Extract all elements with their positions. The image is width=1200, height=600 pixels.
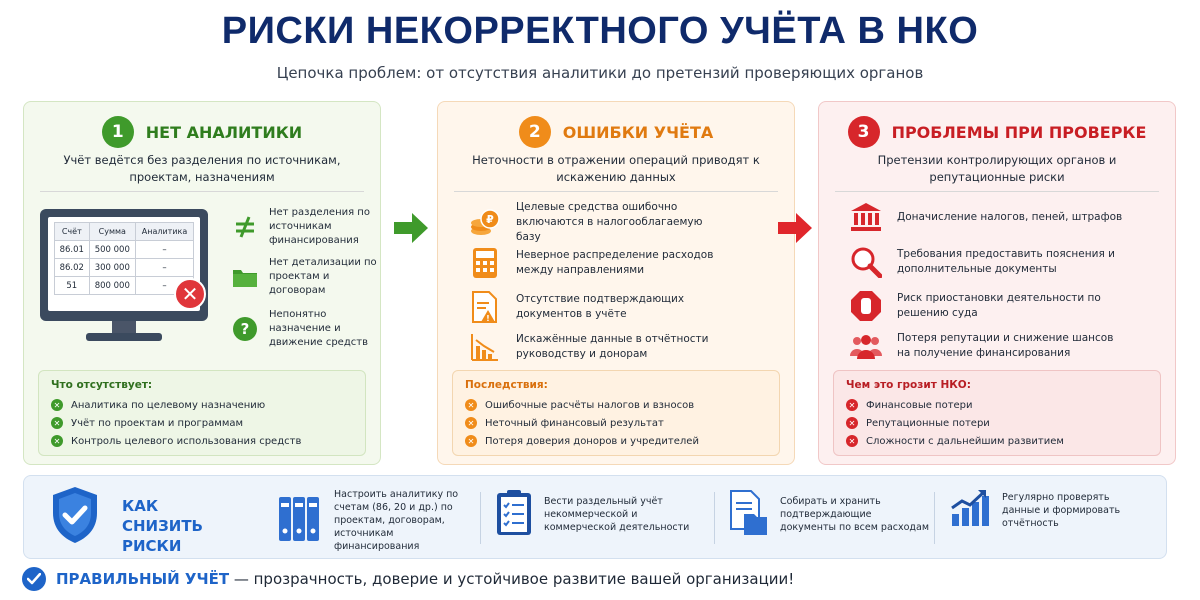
table-cell: – bbox=[136, 277, 194, 295]
not-equal-icon bbox=[231, 213, 259, 241]
x-icon: ✕ bbox=[51, 417, 63, 429]
table-header-cell: Счёт bbox=[55, 223, 90, 241]
svg-text:!: ! bbox=[486, 314, 490, 323]
monitor-base bbox=[86, 333, 162, 341]
page-subtitle: Цепочка проблем: от отсутствия аналитики до претензий проверяющих органов bbox=[276, 64, 924, 82]
step-number-badge: 1 bbox=[102, 116, 134, 148]
bank-icon bbox=[849, 200, 883, 234]
list-item bbox=[468, 246, 726, 280]
document-warning-icon bbox=[468, 290, 502, 324]
documents-icon bbox=[728, 488, 768, 540]
list-item-text: Аналитика по целевому назначению bbox=[71, 399, 266, 411]
box-title: Последствия: bbox=[465, 379, 548, 391]
people-icon bbox=[849, 329, 883, 363]
list-item bbox=[849, 200, 1127, 234]
binders-icon bbox=[278, 495, 322, 547]
x-icon: ✕ bbox=[846, 417, 858, 429]
list-item-text: Собирать и хранить подтверждающие документы по всем расходам bbox=[780, 495, 929, 533]
divider bbox=[480, 492, 481, 544]
arrow-right-icon bbox=[394, 213, 428, 247]
card-description: Неточности в отражении операций приводят к искажению данных bbox=[472, 153, 760, 184]
list-item bbox=[465, 399, 694, 411]
x-icon: ✕ bbox=[465, 399, 477, 411]
x-icon: ✕ bbox=[846, 399, 858, 411]
list-item-text: Потеря репутации и снижение шансов на получение финансирования bbox=[897, 332, 1114, 359]
x-icon: ✕ bbox=[465, 417, 477, 429]
table-cell: 51 bbox=[55, 277, 90, 295]
check-icon bbox=[22, 567, 46, 591]
list-item bbox=[468, 330, 726, 364]
table-cell: 86.01 bbox=[55, 241, 90, 259]
coins-icon bbox=[468, 206, 502, 240]
footer-text: — прозрачность, доверие и устойчивое развитие вашей организации! bbox=[229, 570, 795, 588]
table-cell: – bbox=[136, 259, 194, 277]
card-accounting-errors bbox=[437, 101, 795, 465]
list-item-text: Финансовые потери bbox=[866, 399, 973, 411]
list-item-text: Ошибочные расчёты налогов и взносов bbox=[485, 399, 695, 411]
table-cell: 86.02 bbox=[55, 259, 90, 277]
list-item bbox=[231, 256, 379, 298]
clipboard-icon bbox=[496, 488, 532, 540]
footer-highlight: ПРАВИЛЬНЫЙ УЧЁТ bbox=[56, 570, 230, 588]
x-icon: ✕ bbox=[51, 399, 63, 411]
list-item bbox=[231, 308, 379, 350]
question-icon bbox=[231, 315, 259, 343]
table-header-cell: Аналитика bbox=[136, 223, 194, 241]
table-cell: 500 000 bbox=[89, 241, 135, 259]
list-item-text: Искажённые данные в отчётности руководству и донорам bbox=[516, 333, 709, 360]
shield-check-icon bbox=[50, 485, 100, 549]
list-item-text: Сложности с дальнейшим развитием bbox=[866, 435, 1064, 447]
list-item-text: Потеря доверия доноров и учредителей bbox=[485, 435, 699, 447]
card-no-analytics bbox=[23, 101, 381, 465]
threats-box bbox=[833, 370, 1161, 456]
svg-text:?: ? bbox=[240, 320, 250, 338]
svg-text:₽: ₽ bbox=[486, 212, 494, 226]
card-title: ОШИБКИ УЧЁТА bbox=[562, 122, 714, 142]
table-cell: 800 000 bbox=[89, 277, 135, 295]
list-item bbox=[849, 289, 1127, 323]
divider bbox=[454, 191, 778, 192]
card-description: Учёт ведётся без разделения по источникам, проектам, назначениям bbox=[63, 153, 341, 184]
list-item bbox=[468, 200, 726, 245]
list-item-text: Требования предоставить пояснения и дополнительные документы bbox=[897, 248, 1115, 275]
list-item bbox=[846, 399, 973, 411]
list-item bbox=[846, 417, 990, 429]
page-title: РИСКИ НЕКОРРЕКТНОГО УЧЁТА В НКО bbox=[221, 10, 979, 52]
list-item bbox=[465, 417, 664, 429]
list-item-text: Учёт по проектам и программам bbox=[71, 417, 244, 429]
box-title: Чем это грозит НКО: bbox=[846, 379, 971, 391]
card-title: НЕТ АНАЛИТИКИ bbox=[145, 122, 303, 142]
list-item-text: Доначисление налогов, пеней, штрафов bbox=[897, 210, 1123, 223]
folder-icon bbox=[231, 263, 259, 291]
x-icon: ✕ bbox=[846, 435, 858, 447]
card-title: ПРОБЛЕМЫ ПРИ ПРОВЕРКЕ bbox=[891, 122, 1147, 142]
list-item bbox=[849, 329, 1127, 363]
table-cell: – bbox=[136, 241, 194, 259]
missing-box bbox=[38, 370, 366, 456]
list-item-text: Контроль целевого использования средств bbox=[71, 435, 302, 447]
risk-reduction-panel bbox=[23, 475, 1167, 559]
footer-statement bbox=[22, 567, 794, 591]
list-item bbox=[849, 245, 1127, 279]
list-item-text: Риск приостановки деятельности по решению суда bbox=[897, 292, 1101, 319]
list-item-text: Вести раздельный учёт некоммерческой и коммерческой деятельности bbox=[544, 495, 690, 533]
divider bbox=[835, 191, 1159, 192]
calculator-icon bbox=[468, 246, 502, 280]
list-item bbox=[728, 488, 930, 540]
consequences-box bbox=[452, 370, 780, 456]
step-number-badge: 3 bbox=[848, 116, 880, 148]
list-item-text: Непонятно назначение и движение средств bbox=[269, 309, 368, 348]
table-row bbox=[55, 277, 194, 295]
list-item bbox=[231, 206, 379, 248]
list-item bbox=[950, 488, 1132, 532]
panel-title: КАК СНИЗИТЬ РИСКИ bbox=[122, 497, 203, 555]
box-title: Что отсутствует: bbox=[51, 379, 153, 391]
table-row bbox=[55, 259, 194, 277]
list-item-text: Отсутствие подтверждающих документов в учёте bbox=[516, 293, 685, 320]
step-number-badge: 2 bbox=[519, 116, 551, 148]
card-description: Претензии контролирующих органов и репутационные риски bbox=[877, 153, 1117, 184]
list-item bbox=[846, 435, 1064, 447]
table-cell: 300 000 bbox=[89, 259, 135, 277]
list-item-text: Регулярно проверять данные и формировать отчётность bbox=[1002, 491, 1121, 529]
x-icon: ✕ bbox=[51, 435, 63, 447]
list-item bbox=[51, 435, 301, 447]
list-item bbox=[51, 399, 265, 411]
list-item bbox=[51, 417, 243, 429]
list-item-text: Неточный финансовый результат bbox=[485, 417, 664, 429]
divider bbox=[934, 492, 935, 544]
chart-warning-icon bbox=[468, 330, 502, 364]
arrow-right-icon bbox=[778, 213, 812, 247]
x-icon: ✕ bbox=[465, 435, 477, 447]
magnifier-icon bbox=[849, 245, 883, 279]
list-item-text: Нет разделения по источникам финансирования bbox=[269, 207, 370, 246]
accounts-table bbox=[54, 222, 194, 295]
list-item-text: Репутационные потери bbox=[866, 417, 990, 429]
growth-chart-icon bbox=[950, 488, 990, 532]
list-item-text: Настроить аналитику по счетам (86, 20 и др.) по проектам, договорам, источникам финансирования bbox=[334, 489, 459, 552]
stop-hand-icon bbox=[849, 289, 883, 323]
list-item-text: Неверное распределение расходов между направлениями bbox=[516, 249, 714, 276]
divider bbox=[40, 191, 364, 192]
list-item bbox=[278, 488, 470, 553]
error-x-icon: ✕ bbox=[174, 278, 206, 310]
list-item-text: Нет детализации по проектам и договорам bbox=[269, 257, 377, 296]
list-item bbox=[465, 435, 699, 447]
divider bbox=[714, 492, 715, 544]
list-item-text: Целевые средства ошибочно включаются в налогооблагаемую базу bbox=[516, 201, 703, 243]
table-header-cell: Сумма bbox=[89, 223, 135, 241]
card-inspection-problems bbox=[818, 101, 1176, 465]
table-row bbox=[55, 241, 194, 259]
list-item bbox=[496, 488, 704, 540]
list-item bbox=[468, 290, 726, 324]
